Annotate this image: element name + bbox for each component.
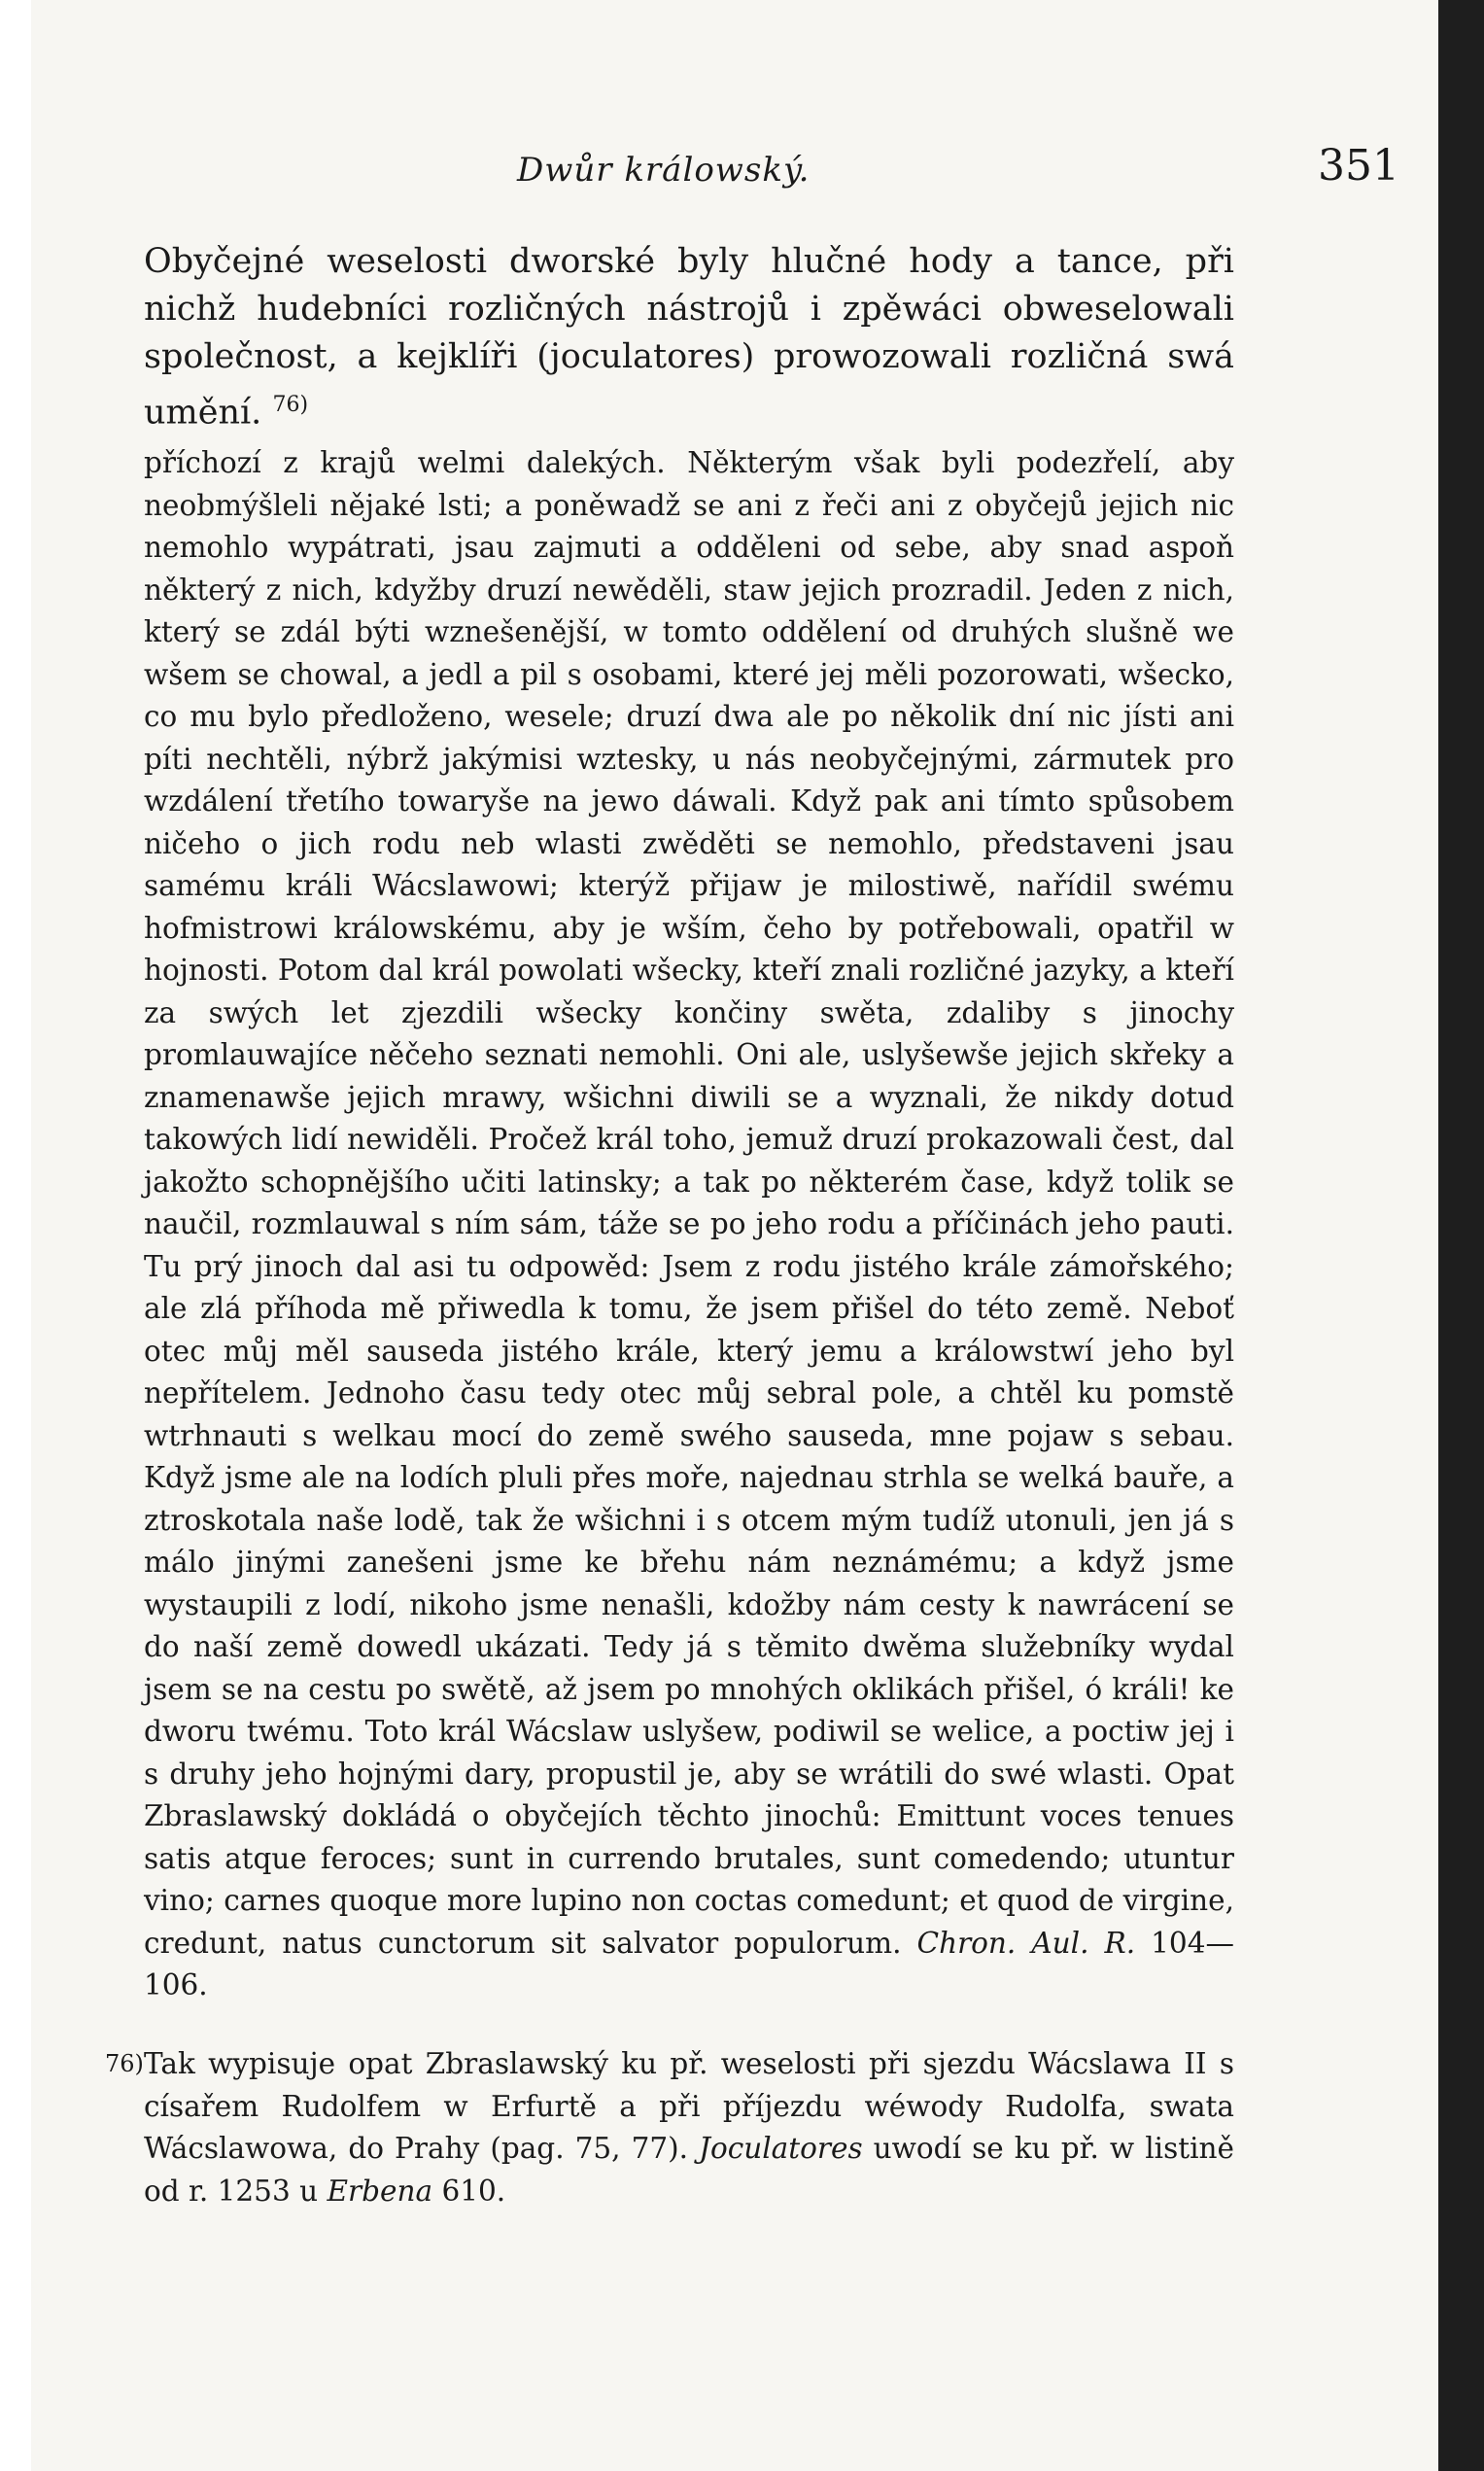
intro-paragraph [144,238,1234,437]
main-text [144,442,1234,2007]
footnote-text: Tak wypisuje opat Zbraslawský ku př. weselosti při sjezdu Wácslawa II s císařem Rudolfem w Erfurtě a při příjezdu wéwody Rudolfa, swata Wácslawowa, do Prahy (pag. 75, 77). [144,2047,1234,2165]
footnote-text-continued: uwodí se ku př. w listině od r. 1253 u [144,2132,1234,2208]
source-pages: 104—106. [144,1926,1234,2001]
source-citation: Chron. Aul. R. [916,1926,1136,1960]
page-header [31,141,1438,199]
scan-left-margin [0,0,31,2471]
footnote-term: Joculatores [699,2132,863,2165]
footnote-reference: 76) [272,393,309,417]
scan-right-shadow [1438,0,1484,2471]
running-title: Dwůr králowský. [517,151,811,190]
intro-text: Obyčejné weselosti dworské byly hlučné hody a tance, při nichž hudebníci rozličných nástrojů i zpěwáci obweselowali společnost, a kejklíři (joculatores) prowozowali rozličná swá umění. [144,242,1234,433]
footnote-marker: 76) [105,2050,144,2077]
body-paragraph [144,442,1234,2007]
footnote-author: Erbena [327,2174,433,2208]
book-page [31,0,1438,2471]
body-text: příchozí z krajů welmi dalekých. Některým však byli podezřelí, aby neobmýšleli nějaké lsti; a poněwadž se ani z řeči ani z obyčejů jejich nic nemohlo wypátrati, jsau zajmuti a odděleni od sebe, aby snad aspoň některý z nich, kdyžby druzí newěděli, staw jejich prozradil. Jeden z nich, který se zdál býti wznešenější, w tomto oddělení od druhých slušně we wšem se chowal, a jedl a pil s osobami, které jej měli pozorowati, wšecko, co mu bylo předloženo, wesele; druzí dwa ale po několik dní nic jísti ani píti nechtěli, nýbrž jakýmisi wztesky, u nás neobyčejnými, zármutek pro wzdálení třetího towaryše na jewo dáwali. Když pak ani tímto spůsobem ničeho o jich rodu neb wlasti zwěděti se nemohlo, představeni jsau samému králi Wácslawowi; kterýž přijaw je milostiwě, nařídil swému hofmistrowi králowskému, aby je wším, čeho by potřebowali, opatřil w hojnosti. Potom dal král powolati wšecky, kteří znali rozličné jazyky, a kteří za swých let zjezdili wšecky končiny swěta, zdaliby s jinochy promlauwajíce něčeho seznati nemohli. Oni ale, uslyšewše jejich skřeky a znamenawše jejich mrawy, wšichni diwili se a wyznali, že nikdy dotud takowých lidí newiděli. Pročež král toho, jemuž druzí prokazowali čest, dal jakožto schopnějšího učiti latinsky; a tak po některém čase, když tolik se naučil, rozmlauwal s ním sám, táže se po jeho rodu a příčinách jeho pauti. Tu prý jinoch dal asi tu odpowěd: Jsem z rodu jistého krále zámořského; ale zlá příhoda mě přiwedla k tomu, že jsem přišel do této země. Neboť otec můj měl sauseda jistého krále, který jemu a králowstwí jeho byl nepřítelem. Jednoho času tedy otec můj sebral pole, a chtěl ku pomstě wtrhnauti s welkau mocí do země swého sauseda, mne pojaw s sebau. Když jsme ale na lodích pluli přes moře, najednau strhla se welká bauře, a ztroskotala naše lodě, tak že wšichni i s otcem mým tudíž utonuli, jen já s málo jinými zanešeni jsme ke břehu nám neznámému; a když jsme wystaupili z lodí, nikoho jsme nenašli, kdožby nám cesty k nawrácení se do naší země dowedl ukázati. Tedy já s těmito dwěma služebníky wydal jsem se na cestu po swětě, až jsem po mnohých oklikách přišel, ó králi! ke dworu twému. Toto král Wácslaw uslyšew, podiwil se welice, a poctiw jej i s druhy jeho hojnými dary, propustil je, aby se wrátili do swé wlasti. Opat Zbraslawský dokládá o obyčejích těchto jinochů: Emittunt voces tenues satis atque feroces; sunt in currendo brutales, sunt comedendo; utuntur vino; carnes quoque more lupino non coctas comedunt; et quod de virgine, credunt, natus cunctorum sit salvator populorum. [144,446,1234,1960]
footnote-page: 610. [441,2174,506,2208]
footnote [105,2043,1234,2212]
page-number: 351 [1318,141,1399,191]
